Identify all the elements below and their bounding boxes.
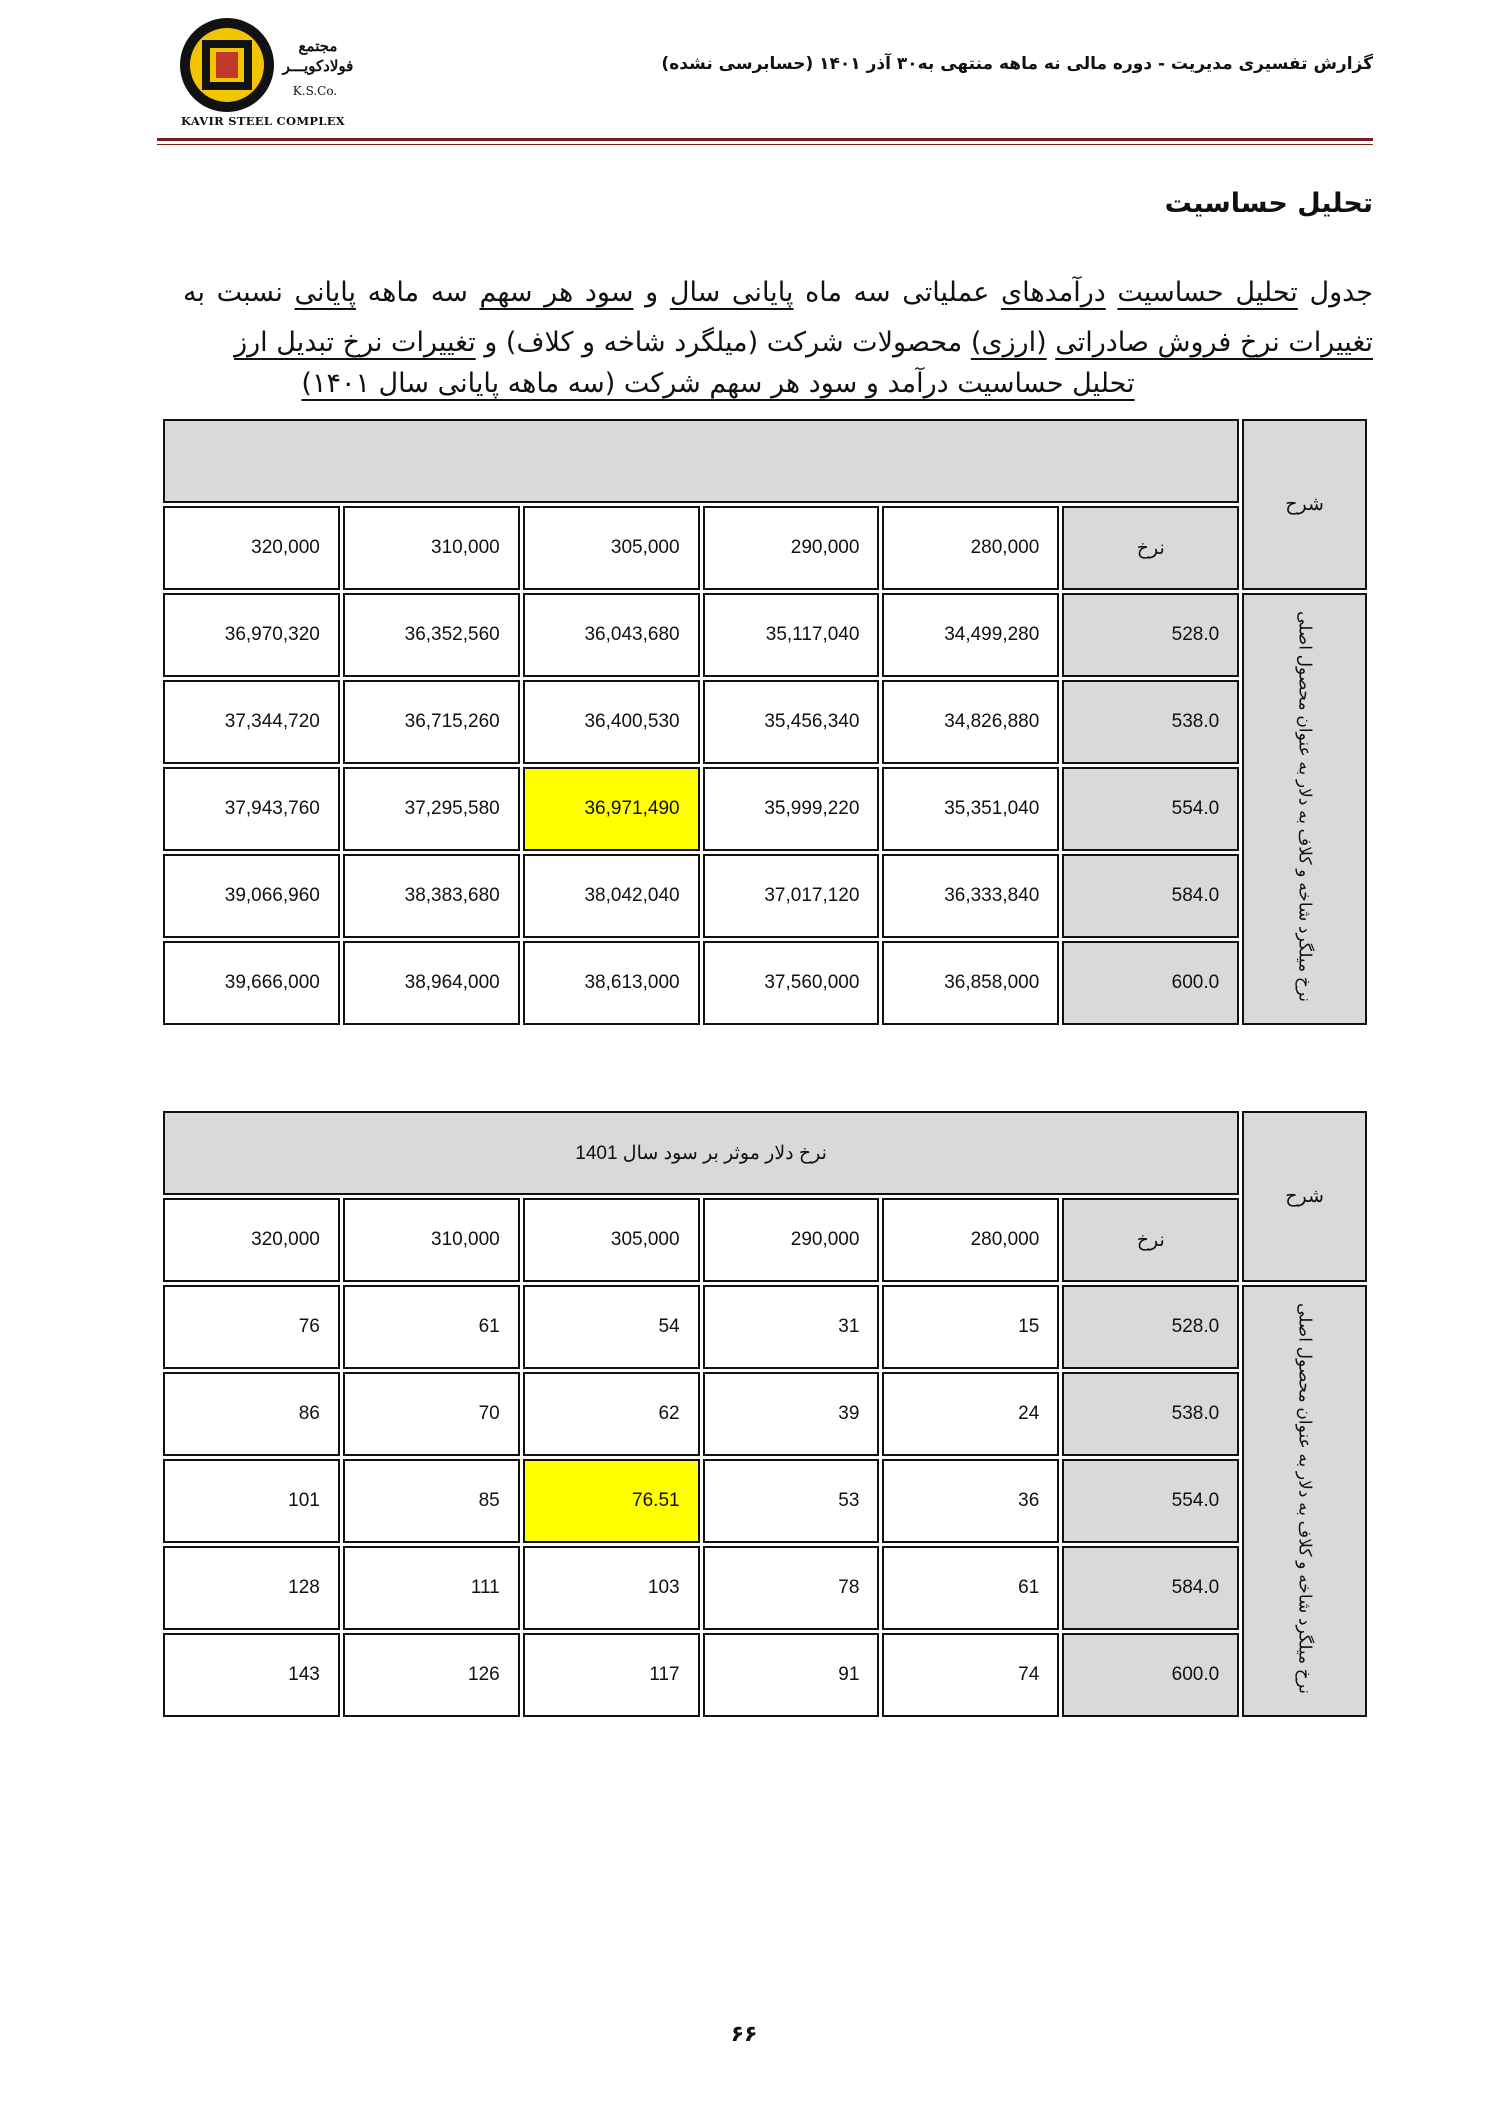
data-cell: 61 [343, 1285, 520, 1369]
row-rate-cell: 584.0 [1062, 854, 1239, 938]
row-group-label: نرخ میلگرد شاخه و کلاف به دلار به عنوان محصول اصلی [1242, 593, 1367, 1025]
description-header: شرح [1242, 419, 1367, 590]
highlighted-base-cell: 36,971,490 [523, 767, 700, 851]
data-cell: 37,017,120 [703, 854, 880, 938]
eps-sensitivity-table [160, 1108, 1370, 1720]
data-cell: 86 [163, 1372, 340, 1456]
logo-english-name: KAVIR STEEL COMPLEX [181, 114, 345, 128]
data-cell: 36,352,560 [343, 593, 520, 677]
section-title: تحلیل حساسیت [1164, 188, 1373, 219]
data-cell: 143 [163, 1633, 340, 1717]
table-top-header: نرخ دلار موثر بر سود سال 1401 [163, 1111, 1239, 1195]
data-cell: 61 [882, 1546, 1059, 1630]
row-rate-cell: 528.0 [1062, 1285, 1239, 1369]
data-cell: 34,826,880 [882, 680, 1059, 764]
data-cell: 37,560,000 [703, 941, 880, 1025]
table-row [163, 1546, 1367, 1630]
data-cell: 70 [343, 1372, 520, 1456]
data-cell: 101 [163, 1459, 340, 1543]
data-cell: 38,383,680 [343, 854, 520, 938]
data-cell: 91 [703, 1633, 880, 1717]
data-cell: 36,970,320 [163, 593, 340, 677]
data-cell: 35,117,040 [703, 593, 880, 677]
column-header: 320,000 [163, 506, 340, 590]
data-cell: 37,943,760 [163, 767, 340, 851]
column-header-row [163, 1198, 1367, 1282]
data-cell: 38,042,040 [523, 854, 700, 938]
data-cell: 36 [882, 1459, 1059, 1543]
data-cell: 76 [163, 1285, 340, 1369]
data-cell: 15 [882, 1285, 1059, 1369]
data-cell: 39 [703, 1372, 880, 1456]
data-cell: 37,344,720 [163, 680, 340, 764]
table-row [163, 767, 1367, 851]
data-cell: 74 [882, 1633, 1059, 1717]
column-header: 280,000 [882, 506, 1059, 590]
header-divider-thin [157, 144, 1373, 145]
data-cell: 36,858,000 [882, 941, 1059, 1025]
column-header: 310,000 [343, 506, 520, 590]
intro-paragraph: جدول تحلیل حساسیت درآمدهای عملیاتی سه ماه پایانی سال و سود هر سهم سه ماهه پایانی نسبت به تغییرات نرخ فروش صادراتی (ارزی) محصولات شرکت (میلگرد شاخه و کلاف) و تغییرات نرخ تبدیل ارز [183, 277, 1373, 358]
data-cell: 31 [703, 1285, 880, 1369]
data-cell: 126 [343, 1633, 520, 1717]
data-cell: 39,666,000 [163, 941, 340, 1025]
data-cell: 54 [523, 1285, 700, 1369]
row-rate-cell: 600.0 [1062, 1633, 1239, 1717]
data-cell: 37,295,580 [343, 767, 520, 851]
data-cell: 34,499,280 [882, 593, 1059, 677]
page-number: ۶۶ [730, 2022, 758, 2047]
table-row [163, 854, 1367, 938]
header-divider [157, 138, 1373, 141]
data-cell: 117 [523, 1633, 700, 1717]
column-header-row [163, 506, 1367, 590]
revenue-sensitivity-table [160, 416, 1370, 1028]
data-cell: 36,333,840 [882, 854, 1059, 938]
row-rate-cell: 584.0 [1062, 1546, 1239, 1630]
table-row [163, 1372, 1367, 1456]
table-subtitle: تحلیل حساسیت درآمد و سود هر سهم شرکت (سه ماهه پایانی سال ۱۴۰۱) [301, 368, 1135, 399]
table-row [163, 941, 1367, 1025]
table-row [163, 593, 1367, 677]
data-cell: 78 [703, 1546, 880, 1630]
data-cell: 35,351,040 [882, 767, 1059, 851]
data-cell: 38,613,000 [523, 941, 700, 1025]
data-cell: 103 [523, 1546, 700, 1630]
data-cell: 35,999,220 [703, 767, 880, 851]
logo-persian-text: مجتمع فولادکویـــر [282, 37, 354, 75]
column-header: 280,000 [882, 1198, 1059, 1282]
row-rate-cell: 554.0 [1062, 767, 1239, 851]
column-header: 305,000 [523, 506, 700, 590]
company-logo [168, 18, 358, 136]
row-group-label: نرخ میلگرد شاخه و کلاف به دلار به عنوان محصول اصلی [1242, 1285, 1367, 1717]
column-header: 290,000 [703, 1198, 880, 1282]
data-cell: 36,715,260 [343, 680, 520, 764]
column-header: 310,000 [343, 1198, 520, 1282]
logo-abbreviation: K.S.Co. [292, 84, 338, 98]
table-row [163, 1459, 1367, 1543]
column-header: 290,000 [703, 506, 880, 590]
table-top-header [163, 419, 1239, 503]
table-row [163, 680, 1367, 764]
row-rate-cell: 600.0 [1062, 941, 1239, 1025]
data-cell: 111 [343, 1546, 520, 1630]
data-cell: 62 [523, 1372, 700, 1456]
row-rate-cell: 528.0 [1062, 593, 1239, 677]
rate-label-header: نرخ [1062, 506, 1239, 590]
column-header: 320,000 [163, 1198, 340, 1282]
data-cell: 36,043,680 [523, 593, 700, 677]
data-cell: 53 [703, 1459, 880, 1543]
data-cell: 128 [163, 1546, 340, 1630]
report-header-title: گزارش تفسیری مدیریت - دوره مالی نه ماهه منتهی به۳۰ آذر ۱۴۰۱ (حسابرسی نشده) [661, 54, 1373, 74]
data-cell: 39,066,960 [163, 854, 340, 938]
table-row [163, 1285, 1367, 1369]
table-row [163, 1633, 1367, 1717]
data-cell: 36,400,530 [523, 680, 700, 764]
highlighted-base-cell: 76.51 [523, 1459, 700, 1543]
data-cell: 85 [343, 1459, 520, 1543]
row-rate-cell: 554.0 [1062, 1459, 1239, 1543]
row-rate-cell: 538.0 [1062, 680, 1239, 764]
row-rate-cell: 538.0 [1062, 1372, 1239, 1456]
data-cell: 35,456,340 [703, 680, 880, 764]
column-header: 305,000 [523, 1198, 700, 1282]
logo-emblem-icon [180, 18, 274, 112]
data-cell: 38,964,000 [343, 941, 520, 1025]
description-header: شرح [1242, 1111, 1367, 1282]
rate-label-header: نرخ [1062, 1198, 1239, 1282]
data-cell: 24 [882, 1372, 1059, 1456]
